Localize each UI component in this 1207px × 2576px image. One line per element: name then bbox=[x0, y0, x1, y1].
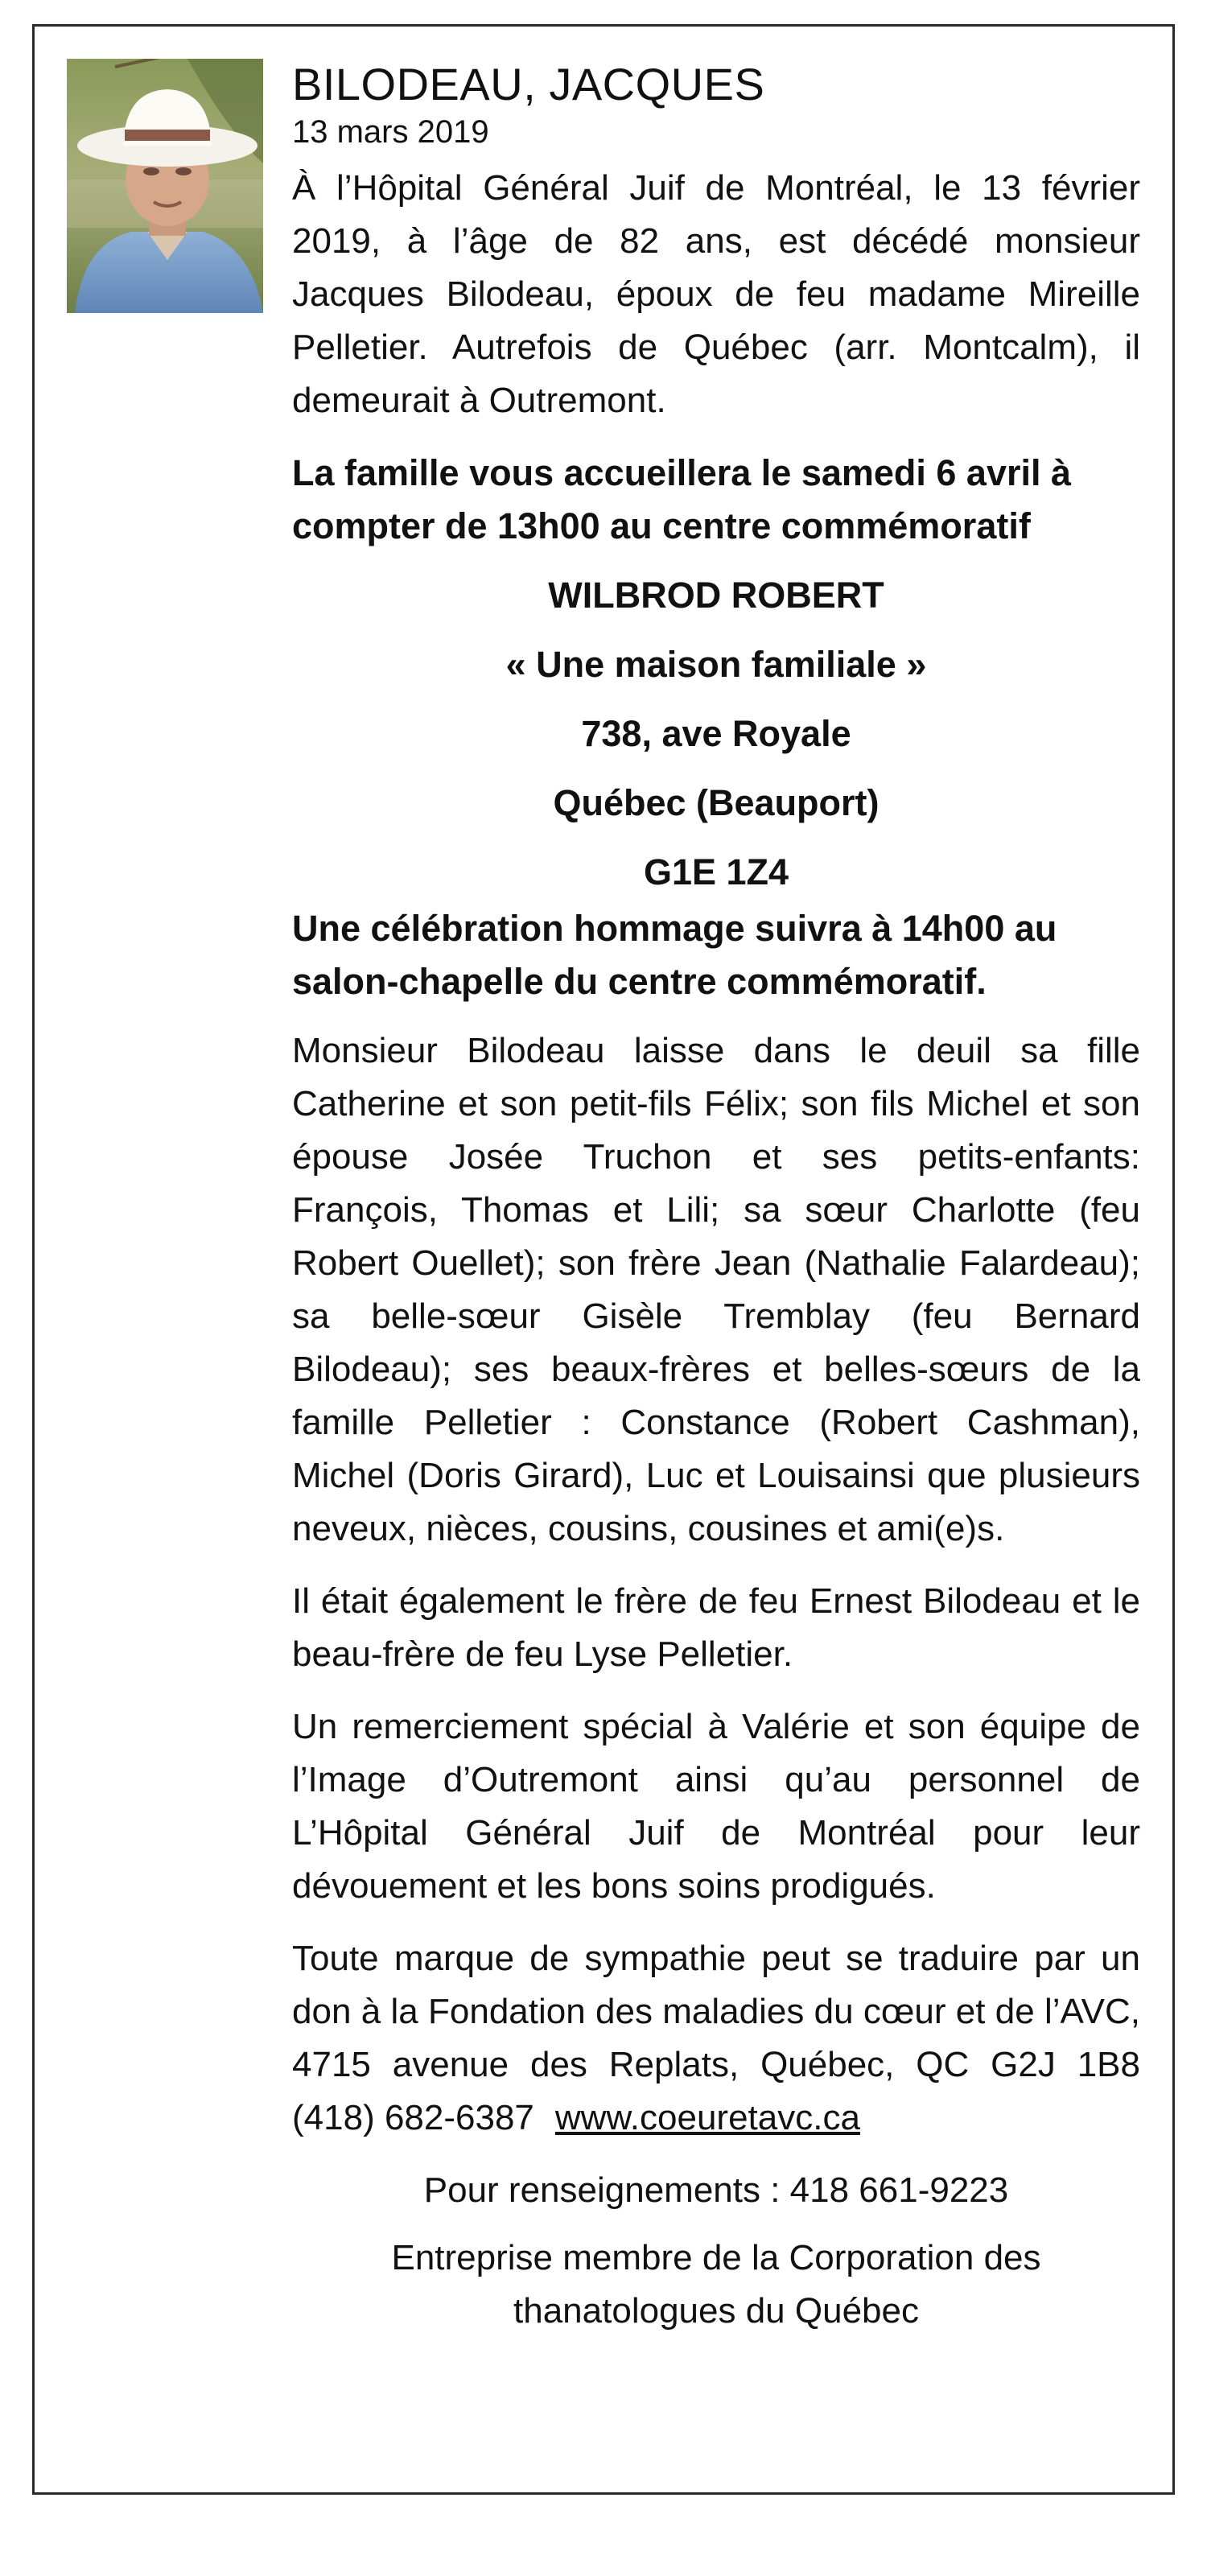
portrait-photo bbox=[67, 59, 263, 313]
predeceased-paragraph: Il était également le frère de feu Ernest Bilodeau et le beau-frère de feu Lyse Pelletier. bbox=[292, 1581, 1140, 1674]
venue-city: Québec (Beauport) bbox=[553, 782, 880, 823]
obituary-frame bbox=[32, 24, 1175, 2495]
venue-postal: G1E 1Z4 bbox=[643, 851, 789, 892]
venue-street: 738, ave Royale bbox=[581, 713, 851, 754]
donation-link[interactable]: www.coeuretavc.ca bbox=[554, 2098, 860, 2137]
info-line: Pour renseignements : 418 661-9223 bbox=[423, 2170, 1009, 2210]
survivors-paragraph: Monsieur Bilodeau laisse dans le deuil sa fille Catherine et son petit-fils Félix; son fils Michel et son épouse Josée Truchon et ses petits-enfants: François, Thomas et Lili; sa sœur Charlotte (feu Robert Ouellet); son frère Jean (Nathalie Falardeau); sa belle-sœur Gisèle Tremblay (feu Bernard Bilodeau); ses beaux-frères et belles-sœurs de la famille Pelletier : Constance (Robert Cashman), Michel (Doris Girard), Luc et Louisainsi que plusieurs neveux, nièces, cousins, cousines et ami(e)s. bbox=[292, 1031, 1140, 1548]
intro-paragraph: À l’Hôpital Général Juif de Montréal, le 13 février 2019, à l’âge de 82 ans, est décédé monsieur Jacques Bilodeau, époux de feu madame Mireille Pelletier. Autrefois de Québec (arr. Montcalm), il demeurait à Outremont. bbox=[292, 168, 1140, 420]
reception-paragraph: La famille vous accueillera le samedi 6 avril à compter de 13h00 au centre commémoratif bbox=[292, 452, 1072, 546]
donation-text: Toute marque de sympathie peut se traduire par un don à la Fondation des maladies du cœur et de l’AVC, 4715 avenue des Replats, Québec, QC G2J 1B8 (418) 682-6387 bbox=[292, 1939, 1140, 2137]
deceased-name: BILODEAU, JACQUES bbox=[292, 59, 765, 109]
venue-tagline: « Une maison familiale » bbox=[505, 644, 927, 685]
publication-date: 13 mars 2019 bbox=[292, 114, 489, 150]
thanks-paragraph: Un remerciement spécial à Valérie et son équipe de l’Image d’Outremont ainsi qu’au personnel de L’Hôpital Général Juif de Montréal pour leur dévouement et les bons soins prodigués. bbox=[292, 1707, 1140, 1906]
obituary-content bbox=[292, 57, 1140, 2338]
footer-line-2: thanatologues du Québec bbox=[513, 2291, 919, 2331]
venue-name: WILBROD ROBERT bbox=[548, 575, 884, 616]
donation-paragraph bbox=[292, 1932, 1140, 2145]
ceremony-paragraph: Une célébration hommage suivra à 14h00 au salon-chapelle du centre commémoratif. bbox=[292, 908, 1057, 1002]
footer-line-1: Entreprise membre de la Corporation des bbox=[391, 2238, 1041, 2277]
